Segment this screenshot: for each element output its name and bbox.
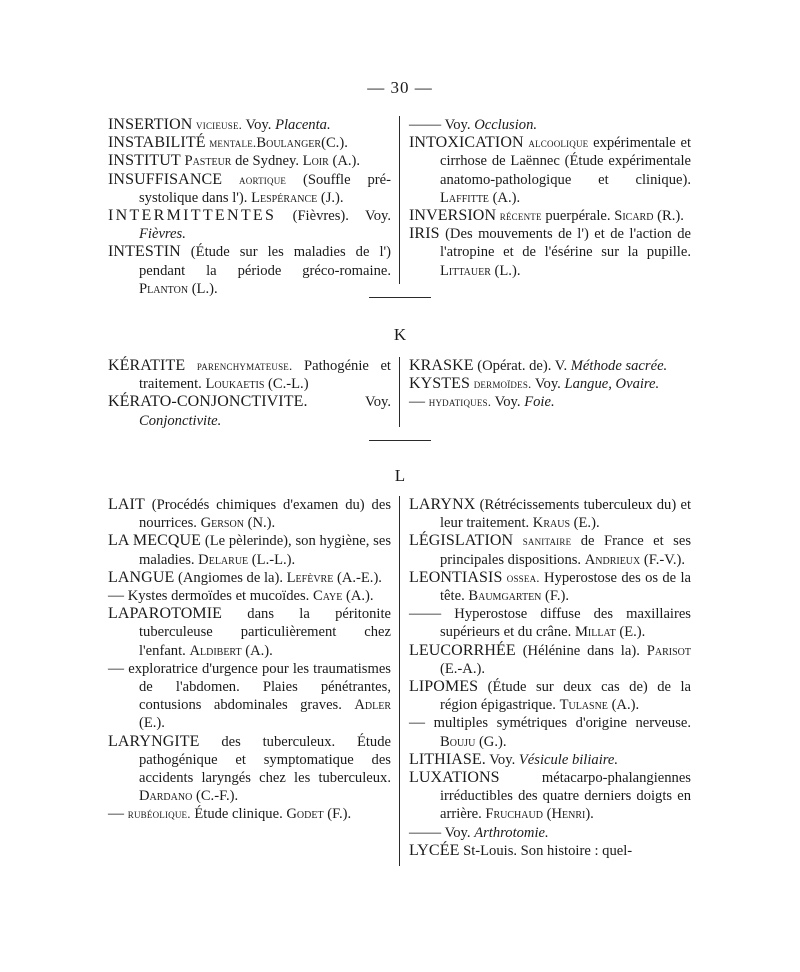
column-divider <box>399 496 400 866</box>
index-entry: INSTABILITÉ mentale.Boulanger(C.). <box>108 134 348 152</box>
index-entry: LEONTIASIS ossea. Hyperostose des os de la tête. Baumgarten (F.). <box>409 568 692 605</box>
column-divider <box>399 357 400 427</box>
index-entry: KÉRATO-CONJONCTIVITE. Voy. Conjonctivite. <box>108 393 391 429</box>
index-entry: LÉGISLATION sanitaire de France et ses principales dispositions. Andrieux (F.-V.). <box>409 532 691 568</box>
index-entry: LA MECQUE (Le pèlerinde), son hygiène, ses maladies. Delarue (L.-L.). <box>108 532 391 568</box>
section-separator <box>369 440 431 441</box>
section-l-right-column <box>409 496 691 860</box>
index-entry: INVERSION récente puerpérale. Sicard (R.). <box>409 207 684 225</box>
index-entry: — Kystes dermoïdes et mucoïdes. Caye (A.). <box>108 587 374 605</box>
index-entry: IRIS (Des mouvements de l') et de l'action de l'atropine et de l'ésérine sur la pupille. Littauer (L.). <box>409 225 691 279</box>
index-entry: LAIT (Procédés chimiques d'examen du) des nourrices. Gerson (N.). <box>108 496 391 532</box>
section-l-left-column <box>108 496 391 824</box>
index-entry: KYSTES dermoïdes. Voy. Langue, Ovaire. <box>409 375 660 393</box>
index-entry: LARYNGITE des tuberculeux. Étude pathogénique et symptomatique des accidents laryngés chez les tuberculeux. Dardano (C.-F.). <box>108 732 391 805</box>
index-entry: LYCÉE St-Louis. Son histoire : quel- <box>409 841 633 859</box>
index-entry: INSUFFISANCE aortique (Souffle pré-systolique dans l'). Lespérance (J.). <box>108 170 391 206</box>
index-entry: LIPOMES (Étude sur deux cas de) de la région épigastrique. Tulasne (A.). <box>409 678 691 714</box>
index-entry: — hydatiques. Voy. Foie. <box>409 393 555 411</box>
index-entry: KRASKE (Opérat. de). V. Méthode sacrée. <box>409 357 668 374</box>
index-entry: INSERTION vicieuse. Voy. Placenta. <box>108 116 331 133</box>
index-entry: LARYNX (Rétrécissements tuberculeux du) et leur traitement. Kraus (E.). <box>409 496 691 532</box>
index-entry: INTOXICATION alcoolique expérimentale et cirrhose de Laënnec (Étude expérimentale anatomo-pathologique et clinique). Laffitte (A.). <box>409 134 691 206</box>
index-entry: — multiples symétriques d'origine nerveuse. Bouju (G.). <box>409 714 691 750</box>
index-entry: —— Voy. Occlusion. <box>409 116 538 133</box>
section-i-left-column <box>108 116 391 298</box>
index-entry: LAPAROTOMIE dans la péritonite tuberculeuse particulièrement chez l'enfant. Aldibert (A.). <box>108 605 391 659</box>
index-entry: — exploratrice d'urgence pour les traumatismes de l'abdomen. Plaies pénétrantes, contusions abdominales graves. Adler (E.). <box>108 659 391 732</box>
page-number: — 30 — <box>367 78 433 97</box>
section-k-left-column <box>108 357 391 430</box>
index-entry: INSTITUT Pasteur de Sydney. Loir (A.). <box>108 152 361 170</box>
section-letter-l: L <box>394 466 406 485</box>
index-entry: LITHIASE. Voy. Vésicule biliaire. <box>409 750 619 768</box>
index-entry: LUXATIONS métacarpo-phalangiennes irréductibles des quatre derniers doigts en arrière. Fruchaud (Henri). <box>409 769 691 823</box>
index-entry: INTESTIN (Étude sur les maladies de l') pendant la période gréco-romaine. Planton (L.). <box>108 243 391 297</box>
index-entry: —— Hyperostose diffuse des maxillaires supérieurs et du crâne. Millat (E.). <box>409 605 691 641</box>
section-letter-k: K <box>393 325 407 344</box>
index-entry: KÉRATITE parenchymateuse. Pathogénie et traitement. Loukaetis (C.-L.) <box>108 357 391 393</box>
section-i-right-column <box>409 116 691 280</box>
index-entry: —— Voy. Arthrotomie. <box>409 823 549 841</box>
section-separator <box>369 297 431 298</box>
index-entry: LANGUE (Angiomes de la). Lefèvre (A.-E.). <box>108 568 382 586</box>
section-k-right-column <box>409 357 691 412</box>
index-entry: INTERMITTENTES (Fièvres). Voy. Fièvres. <box>108 207 391 243</box>
index-entry: — rubéolique. Étude clinique. Godet (F.). <box>108 805 352 823</box>
index-entry: LEUCORRHÉE (Hélénine dans la). Parisot (E.-A.). <box>409 641 691 677</box>
column-divider <box>399 116 400 284</box>
